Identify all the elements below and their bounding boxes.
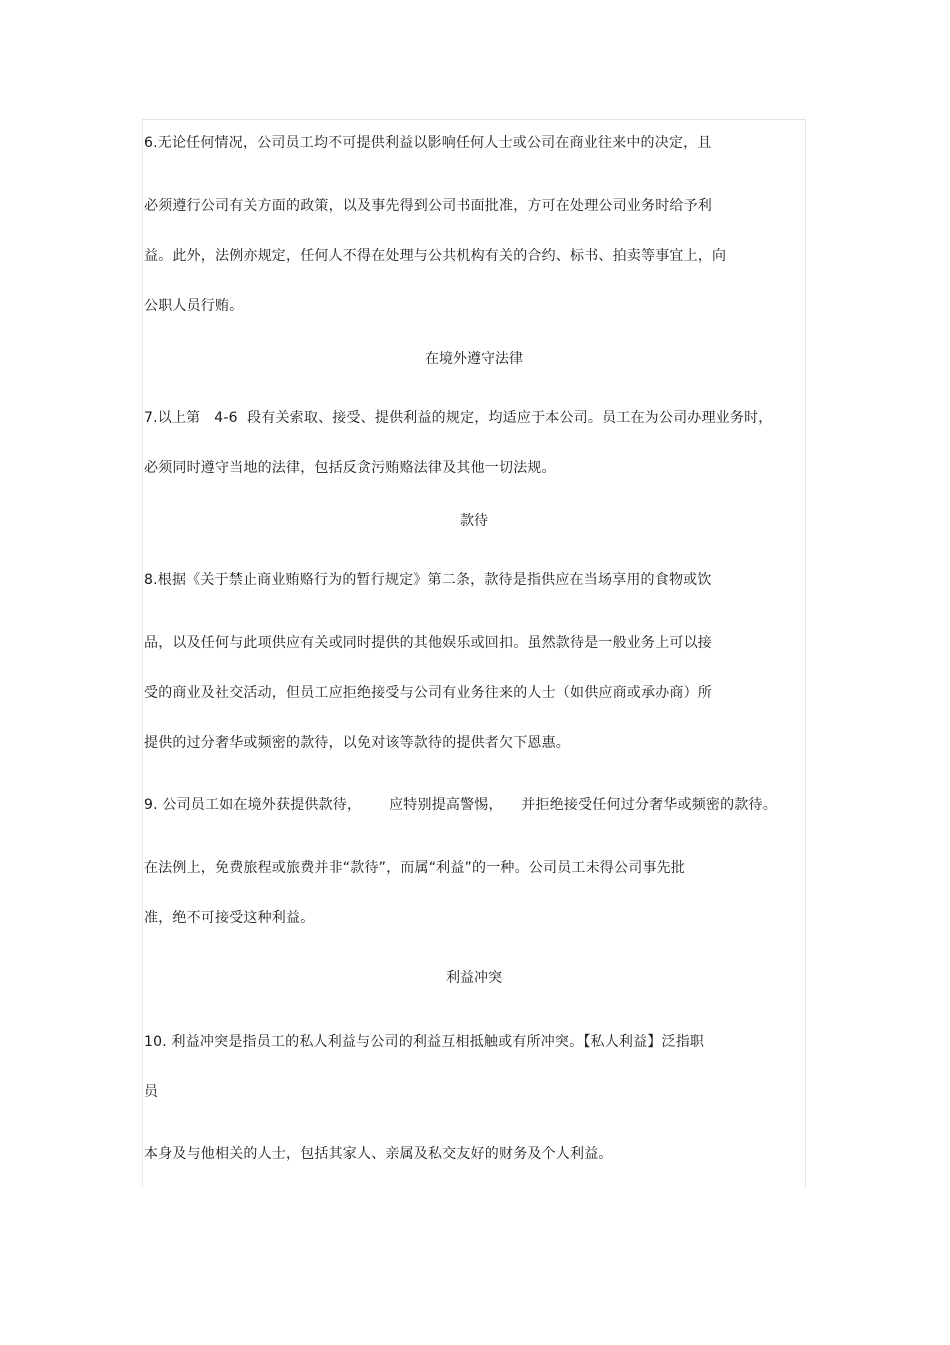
section-heading-conflict-of-interest: 利益冲突: [446, 970, 502, 986]
page-frame: [142, 119, 806, 1187]
paragraph-7-line-2: 必须同时遵守当地的法律，包括反贪污贿赂法律及其他一切法规。: [144, 460, 556, 476]
paragraph-10-line-3: 本身及与他相关的人士，包括其家人、亲属及私交友好的财务及个人利益。: [144, 1146, 613, 1162]
paragraph-6-line-4: 公职人员行贿。: [144, 298, 244, 314]
paragraph-10-line-2: 员: [144, 1084, 159, 1100]
paragraph-9-line-1: 9. 公司员工如在境外获提供款待， 应特别提高警惕， 并拒绝接受任何过分奢华或频密的款待。: [144, 797, 777, 813]
paragraph-6-line-3: 益。此外，法例亦规定，任何人不得在处理与公共机构有关的合约、标书、拍卖等事宜上，向: [144, 248, 727, 264]
section-heading-overseas-law: 在境外遵守法律: [425, 351, 523, 367]
paragraph-6-line-2: 必须遵行公司有关方面的政策，以及事先得到公司书面批准，方可在处理公司业务时给予利: [144, 198, 712, 214]
section-heading-hospitality: 款待: [460, 513, 488, 529]
paragraph-8-line-1: 8.根据《关于禁止商业贿赂行为的暂行规定》第二条，款待是指供应在当场享用的食物或饮: [144, 572, 712, 588]
paragraph-7-line-1: 7.以上第 4-6 段有关索取、接受、提供利益的规定，均适应于本公司。员工在为公司办理业务时，: [144, 410, 773, 426]
paragraph-8-line-3: 受的商业及社交活动，但员工应拒绝接受与公司有业务往来的人士（如供应商或承办商）所: [144, 685, 712, 701]
paragraph-9-line-3: 准，绝不可接受这种利益。: [144, 910, 315, 926]
paragraph-10-line-1: 10. 利益冲突是指员工的私人利益与公司的利益互相抵触或有所冲突。【私人利益】泛指职: [144, 1034, 705, 1050]
paragraph-8-line-2: 品，以及任何与此项供应有关或同时提供的其他娱乐或回扣。虽然款待是一般业务上可以接: [144, 635, 712, 651]
paragraph-8-line-4: 提供的过分奢华或频密的款待，以免对该等款待的提供者欠下恩惠。: [144, 735, 570, 751]
paragraph-6-line-1: 6.无论任何情况，公司员工均不可提供利益以影响任何人士或公司在商业往来中的决定，且: [144, 135, 712, 151]
paragraph-9-line-2: 在法例上，免费旅程或旅费并非“款待”，而属“利益”的一种。公司员工未得公司事先批: [144, 860, 686, 876]
